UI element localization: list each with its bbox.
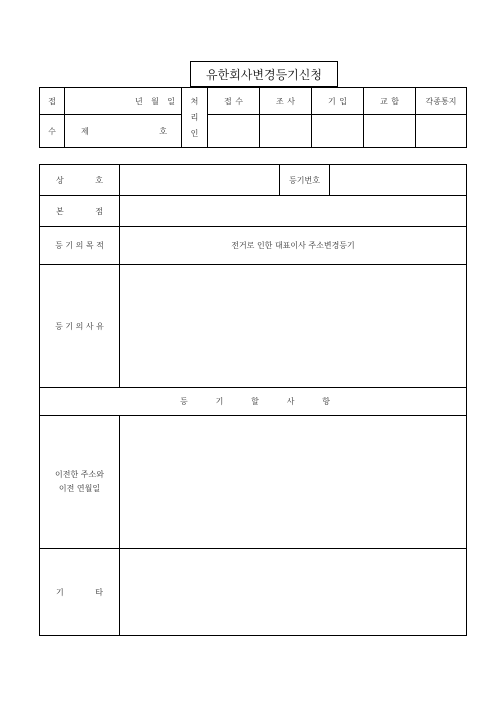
other-field[interactable] [120, 549, 467, 636]
head-office-field[interactable] [120, 196, 467, 227]
relocation-label [40, 416, 120, 549]
application-table [39, 164, 467, 636]
cell-notice[interactable] [416, 115, 467, 148]
cell-review[interactable] [260, 115, 312, 148]
receipt-label-top: 접 [40, 88, 65, 115]
processor-char-2: 리 [190, 112, 199, 122]
day-char: 일 [167, 96, 175, 106]
trade-name-field[interactable] [120, 165, 280, 196]
receipt-number-field[interactable] [65, 115, 182, 148]
number-prefix: 제 [81, 126, 89, 136]
purpose-value[interactable]: 전거로 인한 대표이사 주소변경등기 [120, 227, 467, 265]
col-check: 교 합 [364, 88, 416, 115]
col-entry: 기 입 [312, 88, 364, 115]
col-review: 조 사 [260, 88, 312, 115]
other-label: 기 타 [40, 549, 120, 636]
col-receipt: 접 수 [208, 88, 260, 115]
head-office-label: 본 점 [40, 196, 120, 227]
col-notice: 각종통지 [416, 88, 467, 115]
cell-receipt[interactable] [208, 115, 260, 148]
number-suffix: 호 [159, 126, 167, 136]
receipt-label-bottom: 수 [40, 115, 65, 148]
reg-no-field[interactable] [330, 165, 467, 196]
reason-label: 등 기 의 사 유 [40, 265, 120, 388]
matters-header: 등 기 할 사 항 [40, 388, 467, 416]
reg-no-label: 등기번호 [280, 165, 330, 196]
processor-char-3: 인 [190, 128, 199, 138]
cell-check[interactable] [364, 115, 416, 148]
reason-field[interactable] [120, 265, 467, 388]
processor-label [182, 88, 208, 148]
relocation-line-1: 이전한 주소와 [55, 470, 104, 479]
processor-char-1: 처 [190, 96, 199, 106]
relocation-line-2: 이전 연월일 [58, 484, 101, 493]
relocation-field[interactable] [120, 416, 467, 549]
trade-name-label: 상 호 [40, 165, 120, 196]
form-title: 유한회사변경등기신청 [190, 61, 338, 87]
month-char: 월 [151, 96, 159, 106]
receipt-date-field[interactable] [65, 88, 182, 115]
receipt-table [39, 87, 467, 148]
purpose-label: 등 기 의 목 적 [40, 227, 120, 265]
year-char: 년 [135, 96, 143, 106]
cell-entry[interactable] [312, 115, 364, 148]
